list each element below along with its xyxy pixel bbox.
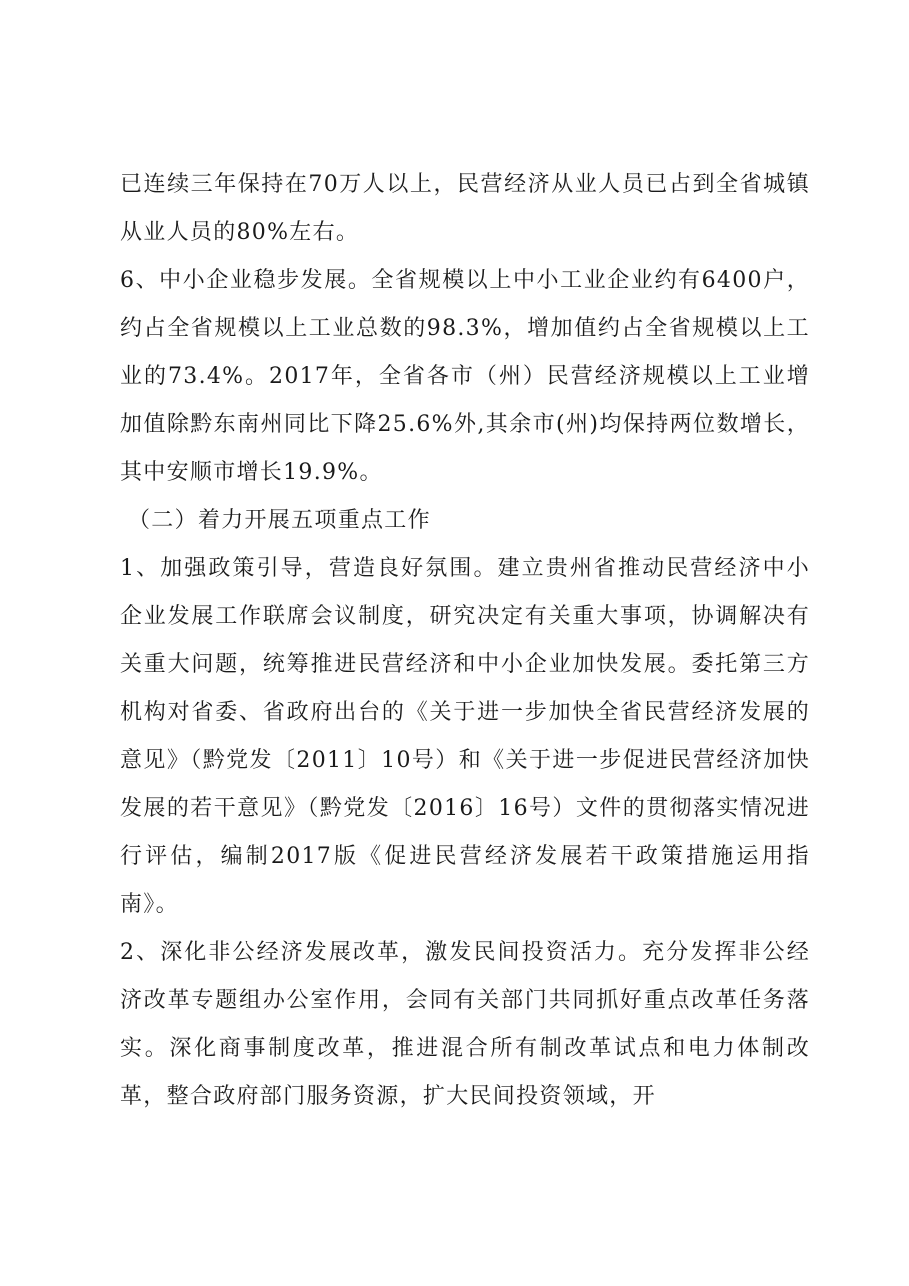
paragraph-sme-development: 6、中小企业稳步发展。全省规模以上中小工业企业约有6400户，约占全省规模以上工业总数的98.3%，增加值约占全省规模以上工业的73.4%。2017年，全省各市（州）民营经济规模以上工业增加值除黔东南州同比下降25.6%外,其余市(州)均保持两位数增长，其中安顺市增长19.9%。 <box>120 268 810 485</box>
paragraph-employment: 已连续三年保持在70万人以上，民营经济从业人员已占到全省城镇从业人员的80%左右。 <box>120 172 810 245</box>
section-heading: （二）着力开展五项重点工作 <box>128 508 431 533</box>
paragraph-policy-guidance: 1、加强政策引导，营造良好氛围。建立贵州省推动民营经济中小企业发展工作联席会议制度，研究决定有关重大事项，协调解决有关重大问题，统筹推进民营经济和中小企业加快发展。委托第三方机构对省委、省政府出台的《关于进一步加快全省民营经济发展的意见》（黔党发〔2011〕10号）和《关于进一步促进民营经济加快发展的若干意见》（黔党发〔2016〕16号）文件的贯彻落实情况进行评估，编制2017版《促进民营经济发展若干政策措施运用指南》。 <box>120 556 810 917</box>
paragraph-reform: 2、深化非公经济发展改革，激发民间投资活力。充分发挥非公经济改革专题组办公室作用，会同有关部门共同抓好重点改革任务落实。深化商事制度改革，推进混合所有制改革试点和电力体制改革，整合政府部门服务资源，扩大民间投资领域，开 <box>120 940 810 1109</box>
document-body <box>120 161 810 1121</box>
